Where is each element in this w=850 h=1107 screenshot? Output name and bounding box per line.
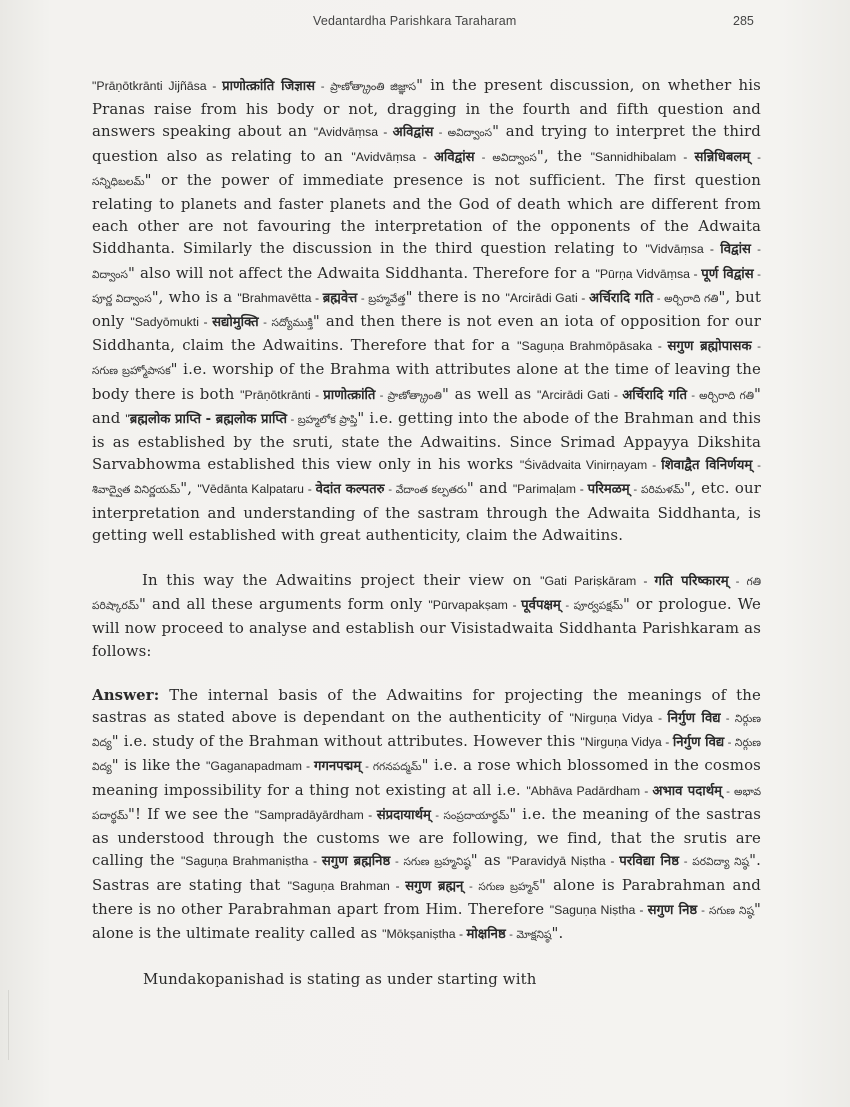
term-transliteration: "Nirguṇa Vidya - [580, 735, 673, 750]
term-transliteration: "Gaganapadmam - [206, 759, 315, 774]
term-telugu: - అర్చిరాది గతి [687, 389, 755, 402]
prose-text: " and [92, 384, 762, 427]
prose-text: " i.e. getting into the abode of the Brahman and this is as established by the sruti, state the Adwaitins. Since Srimad Appayya Dikshita Sarvabhowma established this view only in his works [92, 408, 761, 474]
term-telugu: - గగనపద్మమ్ [361, 761, 422, 774]
term-devanagari: निर्गुण विद्य [667, 711, 721, 727]
term-telugu: - బ్రహ్మవేత్త [357, 292, 406, 305]
term-transliteration: "Sannidhibalam - [590, 149, 695, 164]
term-telugu: - అవిద్వాంస [474, 151, 537, 164]
term-telugu: - సగుణ నిష్ఠ [697, 904, 754, 917]
term-transliteration: "Vēdānta Kalpataru - [197, 482, 316, 497]
term-devanagari: संप्रदायार्थम् [376, 807, 431, 823]
term-telugu: - ప్రాణోత్క్రాంతి [375, 389, 442, 402]
term-devanagari: सगुण निष्ठ [647, 902, 698, 918]
term-transliteration: "Abhāva Padārdham - [526, 783, 653, 798]
term-devanagari: अर्चिरादि गति [589, 290, 654, 306]
prose-text: ", who is a [151, 287, 238, 306]
prose-text: " also will not affect the Adwaita Siddhanta. Therefore for a [127, 263, 596, 282]
term-devanagari: गति परिष्कारम् [654, 574, 729, 590]
term-devanagari: अर्चिरादि गति [622, 387, 688, 403]
prose-text: ". [551, 923, 564, 942]
term-devanagari: सगुण ब्रह्मन् [405, 878, 464, 894]
running-header [0, 14, 850, 32]
term-transliteration: "Arcirādi Gati - [505, 290, 590, 305]
term-transliteration: "Sadyōmukti - [130, 315, 213, 330]
paragraph-1 [92, 74, 761, 546]
term-telugu: - పరిమళమ్ [629, 484, 685, 497]
term-transliteration: " [125, 411, 130, 426]
term-devanagari: सन्निधिबलम् [694, 149, 751, 165]
prose-text: The internal basis of the Adwaitins for projecting the meanings of the sastras as stated above is dependant on the authenticity of [92, 685, 761, 727]
term-transliteration: "Avidvāṃsa - [313, 125, 393, 140]
term-transliteration: "Parimaḷam - [512, 482, 588, 497]
prose-text: "! If we see the [128, 804, 255, 823]
term-transliteration: "Sampradāyārdham - [254, 807, 377, 822]
prose-text: " alone is Parabrahman and there is no other Parabrahman apart from Him. Therefore [92, 875, 761, 918]
term-devanagari: पूर्वपक्षम् [521, 598, 561, 614]
term-devanagari: प्राणोत्क्रांति [323, 387, 376, 403]
term-transliteration: "Pūrvapakṣam - [428, 598, 522, 613]
term-devanagari: निर्गुण विद्य [672, 735, 725, 751]
prose-text: " in the present discussion, on whether his Pranas raise from his body or not, dragging in the fourth and fifth question and answers speaking about an [92, 76, 761, 141]
prose-text: " alone is the ultimate reality called as [92, 899, 761, 942]
term-devanagari: अभाव पदार्थम् [652, 783, 723, 799]
prose-text: " as [470, 851, 508, 870]
prose-text: " there is no [405, 287, 506, 306]
term-devanagari: परविद्या निष्ठ [619, 854, 680, 870]
term-telugu: - సగుణ బ్రహ్మోపాసక [92, 341, 761, 378]
term-transliteration: "Mōkṣaniṣtha - [382, 926, 467, 941]
term-transliteration: "Brahmavētta - [237, 290, 323, 305]
prose-text: " i.e. worship of the Brahma with attributes alone at the time of leaving the body there is both [92, 360, 762, 403]
term-transliteration: "Prāṇōtkrānti Jijñāsa - [92, 79, 223, 93]
term-telugu: - నిర్గుణ విద్య [92, 737, 762, 774]
term-devanagari: गगनपद्मम् [314, 759, 362, 775]
term-devanagari: सद्योमुक्ति [212, 315, 259, 331]
prose-text: ", etc. our interpretation and understanding of the sastram through the Adwaita Siddhanta, is getting well established with great authenticity, claim the Adwaitins. [92, 479, 762, 544]
term-telugu: - సన్నిధిబలమ్ [92, 151, 761, 188]
prose-text: " as well as [441, 384, 537, 403]
term-devanagari: अविद्वांस [392, 125, 434, 141]
term-telugu: - గతి పరిష్కారమ్ [92, 576, 761, 613]
prose-text: ". Sastras are stating that [92, 851, 762, 894]
term-telugu: - అవిద్వాంస [433, 127, 493, 140]
term-transliteration: "Saguṇa Brahman - [287, 878, 406, 893]
prose-text: " or the power of immediate presence is not sufficient. The first question relating to planets and faster planets and the God of death which are different from each other are not favouring the interpretation of the opponents of the Adwaita Siddhanta. Similarly the discussion in the third question relating to [92, 170, 761, 258]
term-telugu: - పూర్ణ విద్వాంస [92, 268, 761, 305]
paragraph-4: Mundakopanishad is stating as under starting with [143, 970, 537, 989]
term-transliteration: "Avidvāṃsa - [351, 149, 434, 164]
body-text [92, 74, 761, 990]
term-transliteration: "Prāṇōtkrānti - [240, 387, 324, 402]
term-telugu: - సద్యోముక్తి [258, 317, 313, 330]
prose-text: In this way the Adwaitins project their view on [142, 571, 541, 590]
term-transliteration: "Saguṇa Brahmaniṣtha - [180, 854, 322, 869]
prose-text: " i.e. study of the Brahman without attributes. However this [111, 732, 581, 751]
term-telugu: - అభావ పదార్థమ్ [92, 785, 761, 822]
paragraph-3 [92, 684, 761, 946]
term-devanagari: मोक्षनिष्ठ [466, 926, 506, 942]
book-title: Vedantardha Parishkara Taraharam [313, 14, 517, 28]
answer-label: Answer: [92, 685, 160, 704]
term-transliteration: "Arcirādi Gati - [536, 387, 623, 402]
term-telugu: - పూర్వపక్షమ్ [560, 600, 623, 613]
paragraph-2 [92, 569, 761, 662]
term-devanagari: पूर्ण विद्वांस [701, 266, 754, 282]
prose-text: " and all these arguments form only [139, 595, 429, 614]
prose-text: " and then there is not even an iota of opposition for our Siddhanta, claim the Adwaitins. Therefore that for a [92, 312, 762, 355]
prose-text: ", the [536, 146, 591, 165]
term-devanagari: सगुण ब्रह्मोपासक [667, 339, 752, 355]
term-transliteration: "Pūrṇa Vidvāṃsa - [595, 266, 702, 281]
term-transliteration: "Paravidyā Niṣtha - [507, 854, 620, 869]
margin-pencil-mark [8, 990, 27, 1060]
term-telugu: - సంప్రదాయార్థమ్ [430, 809, 510, 822]
term-devanagari: प्राणोत्क्रांति जिज्ञास [222, 79, 316, 94]
prose-text: ", [180, 479, 198, 498]
term-telugu: - అర్చిరాది గతి [653, 292, 719, 305]
term-devanagari: सगुण ब्रह्मनिष्ठ [321, 854, 391, 870]
prose-text: " and [466, 479, 513, 498]
term-devanagari: ब्रह्मवेत्त [322, 290, 358, 306]
term-telugu: - సగుణ బ్రహ్మనిష్ఠ [390, 856, 471, 869]
term-devanagari: विद्वांस [720, 242, 751, 258]
term-transliteration: "Nirguṇa Vidya - [569, 711, 668, 726]
term-transliteration: "Śivādvaita Vinirṇayam - [519, 458, 662, 473]
term-devanagari: ब्रह्मलोक प्राप्ति - ब्रह्मलोक प्राप्ति [129, 411, 287, 427]
prose-text: " is like the [111, 756, 207, 775]
term-devanagari: परिमळम् [587, 482, 630, 498]
term-telugu: - వేదాంత కల్పతరు [384, 484, 467, 497]
term-telugu: - ప్రాణోత్క్రాంతి జిజ్ఞాస [315, 81, 417, 93]
prose-text: " i.e. a rose which blossomed in the cosmos meaning impossibility for a thing not existing at all i.e. [92, 756, 761, 799]
prose-text: " or prologue. We will now proceed to analyse and establish our Visistadwaita Siddhanta Parishkaram as follows: [92, 595, 761, 660]
term-devanagari: अविद्वांस [433, 149, 475, 165]
prose-text: ", but only [92, 287, 761, 331]
term-devanagari: शिवाद्वैत विनिर्णयम् [661, 458, 753, 474]
term-devanagari: वेदांत कल्पतरु [315, 482, 385, 498]
term-telugu: - విద్వాంస [92, 244, 761, 281]
term-telugu: - నిర్గుణ విద్య [92, 713, 761, 750]
term-transliteration: "Gati Pariṣkāram - [540, 574, 655, 589]
term-telugu: - బ్రహ్మలోక ప్రాప్తి [286, 413, 358, 426]
term-telugu: - పరవిద్యా నిష్ఠ [679, 856, 750, 869]
prose-text: " and trying to interpret the third question also as relating to an [92, 122, 761, 165]
prose-text: " i.e. the meaning of the sastras as understood through the customs we are following, we find, that the srutis are calling the [92, 804, 762, 870]
term-transliteration: "Saguṇa Niṣtha - [549, 902, 648, 917]
term-telugu: - సగుణ బ్రహ్మన్ [463, 880, 540, 893]
term-telugu: - శివాద్వైత వినిర్ణయమ్ [92, 460, 761, 497]
page-number: 285 [733, 14, 754, 28]
term-telugu: - మోక్షనిష్ఠ [505, 928, 552, 941]
term-transliteration: "Vidvāṃsa - [645, 242, 721, 257]
term-transliteration: "Saguṇa Brahmōpāsaka - [517, 339, 668, 354]
